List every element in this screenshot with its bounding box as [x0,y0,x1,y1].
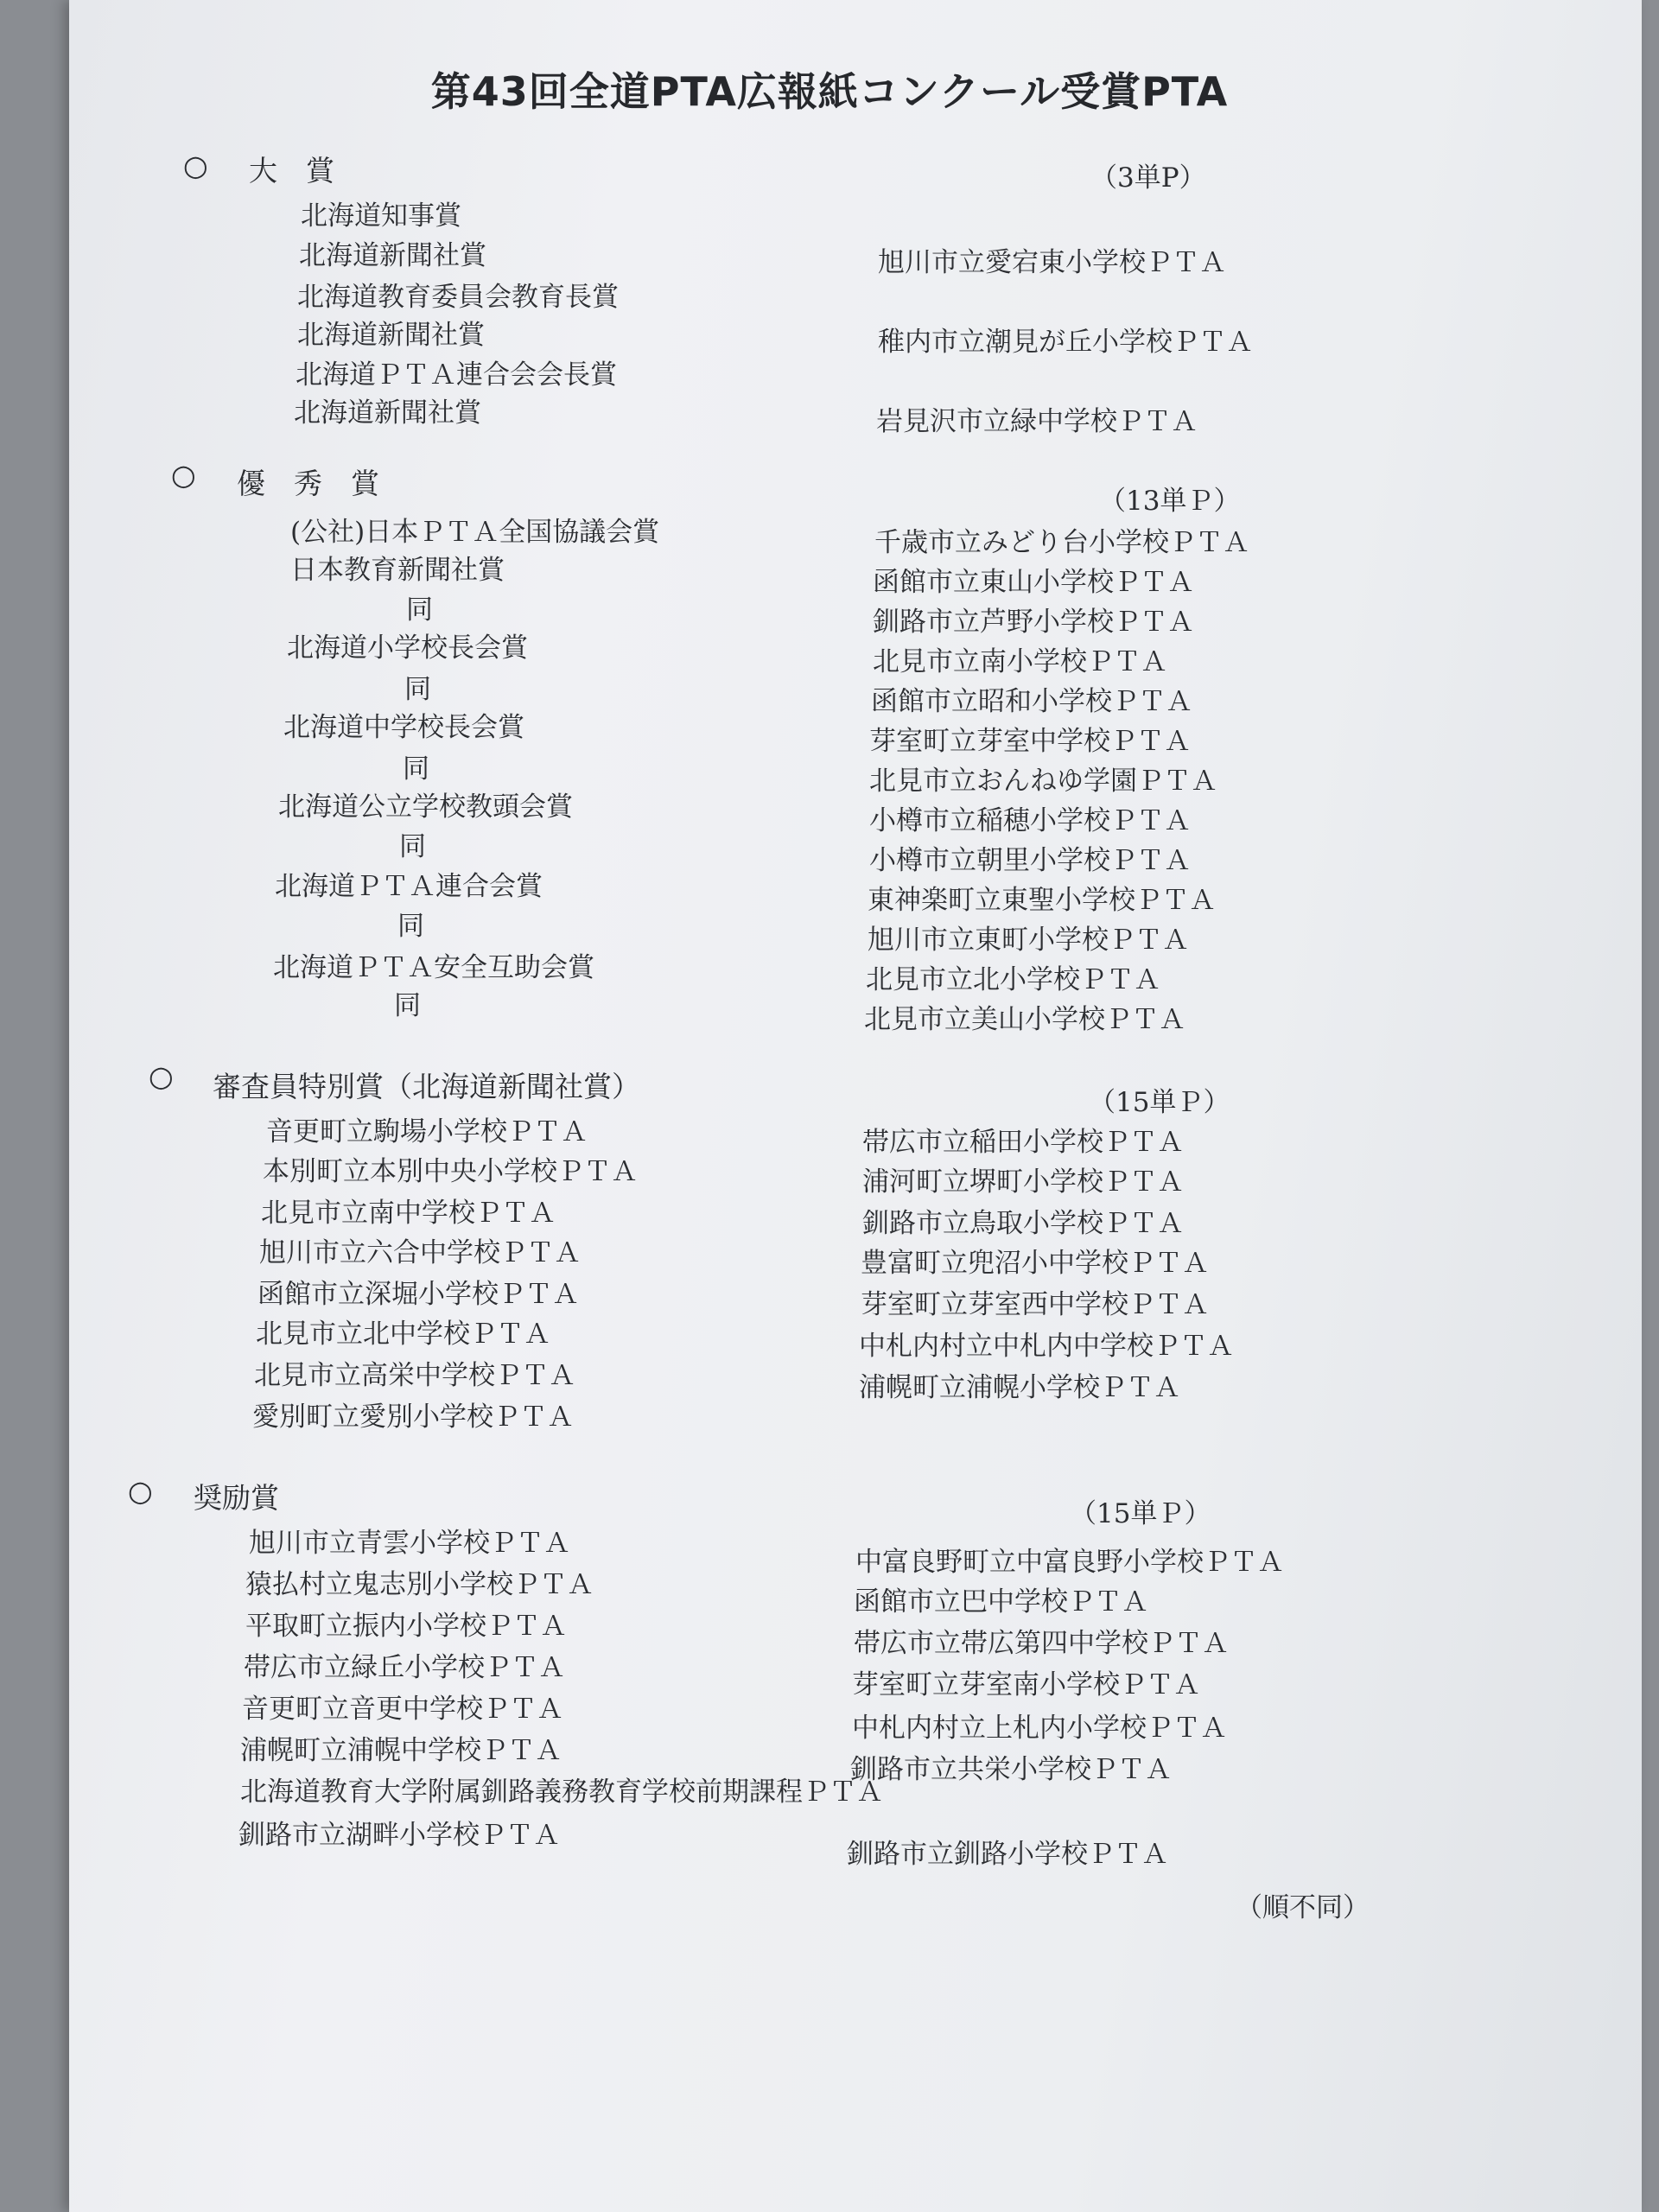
winner-school: 北見市立南小学校ＰＴＡ [873,646,1167,677]
winner-school: 函館市立巴中学校ＰＴＡ [854,1586,1148,1618]
winner-school: 釧路市立芦野小学校ＰＴＡ [873,607,1194,638]
winner-school: 北見市立北中学校ＰＴＡ [256,1319,550,1350]
section-bullet: ○ [128,1474,153,1508]
winner-school: 旭川市立愛宕東小学校ＰＴＡ [878,247,1226,278]
winner-school: 函館市立昭和小学校ＰＴＡ [871,686,1192,717]
winner-school: 音更町立音更中学校ＰＴＡ [242,1694,563,1725]
winner-school: 愛別町立愛別小学校ＰＴＡ [252,1402,574,1433]
winner-school: 稚内市立潮見が丘小学校ＰＴＡ [878,327,1253,358]
section-heading-taisho: 大 賞 [249,154,334,188]
winner-school: 旭川市立青雲小学校ＰＴＡ [249,1528,570,1559]
winner-school: 北見市立北小学校ＰＴＡ [866,964,1160,995]
winner-school: 釧路市立共栄小学校ＰＴＡ [850,1754,1172,1785]
winner-school: 芽室町立芽室西中学校ＰＴＡ [861,1289,1209,1320]
section-bullet: ○ [149,1059,174,1093]
winner-school: 浦幌町立浦幌中学校ＰＴＡ [240,1735,562,1766]
winner-school: 旭川市立六合中学校ＰＴＡ [259,1237,581,1268]
ditto-mark: 同 [394,990,421,1021]
section-bullet: ○ [183,149,208,182]
winner-school: 帯広市立帯広第四中学校ＰＴＡ [854,1628,1229,1659]
award-name: 北海道新聞社賞 [294,397,481,429]
winner-school: 東神楽町立東聖小学校ＰＴＡ [868,885,1216,916]
footnote-unordered: （順不同） [1236,1892,1370,1923]
award-name: 日本教育新聞社賞 [290,555,505,586]
section-bullet: ○ [171,458,196,492]
page-title: 第43回全道PTA広報紙コンクール受賞PTA [430,68,1229,115]
winner-school: 芽室町立芽室南小学校ＰＴＡ [852,1669,1200,1700]
winner-school: 小樽市立稲穂小学校ＰＴＡ [869,805,1191,836]
winner-school: 北見市立高栄中学校ＰＴＡ [254,1360,575,1391]
award-name: 北海道新聞社賞 [297,320,485,351]
winner-school: 豊富町立兜沼小中学校ＰＴＡ [861,1248,1209,1279]
award-name: 北海道ＰＴＡ安全互助会賞 [273,952,594,983]
winner-school: 釧路市立釧路小学校ＰＴＡ [847,1839,1168,1870]
award-name: (公社)日本ＰＴＡ全国協議会賞 [290,517,660,548]
winner-school: 函館市立深堀小学校ＰＴＡ [257,1279,579,1310]
winner-school: 中富良野町立中富良野小学校ＰＴＡ [855,1547,1284,1578]
unit-count-yushu: （13単Ｐ） [1099,486,1241,517]
winner-school: 千歳市立みどり台小学校ＰＴＡ [874,527,1249,558]
section-heading-shinsain: 審査員特別賞（北海道新聞社賞） [213,1070,640,1103]
winner-school: 猿払村立鬼志別小学校ＰＴＡ [245,1569,594,1600]
award-name: 北海道公立学校教頭会賞 [278,791,573,823]
winner-school: 浦河町立堺町小学校ＰＴＡ [862,1166,1184,1198]
winner-school: 釧路市立鳥取小学校ＰＴＡ [862,1208,1184,1239]
section-heading-shoreisho: 奨励賞 [194,1481,279,1515]
award-name: 北海道中学校長会賞 [283,712,524,743]
unit-count-taisho: （3単P） [1090,162,1206,194]
winner-school: 釧路市立湖畔小学校ＰＴＡ [238,1820,560,1851]
winner-school: 北見市立美山小学校ＰＴＡ [864,1004,1185,1035]
winner-school: 北海道教育大学附属釧路義務教育学校前期課程ＰＴＡ [240,1777,883,1808]
unit-count-shinsain: （15単Ｐ） [1089,1087,1230,1118]
award-name: 北海道知事賞 [301,200,461,232]
ditto-mark: 同 [397,911,424,942]
award-name: 北海道新聞社賞 [299,240,486,271]
ditto-mark: 同 [404,674,431,705]
ditto-mark: 同 [403,753,429,785]
winner-school: 帯広市立稲田小学校ＰＴＡ [862,1127,1184,1158]
winner-school: 旭川市立東町小学校ＰＴＡ [868,925,1189,956]
winner-school: 中札内村立上札内小学校ＰＴＡ [852,1713,1227,1744]
winner-school: 中札内村立中札内中学校ＰＴＡ [859,1331,1234,1362]
winner-school: 函館市立東山小学校ＰＴＡ [873,567,1194,598]
winner-school: 北見市立南中学校ＰＴＡ [261,1198,556,1229]
award-name: 北海道ＰＴＡ連合会賞 [275,871,543,902]
award-name: 北海道教育委員会教育長賞 [297,282,619,313]
winner-school: 本別町立本別中央小学校ＰＴＡ [263,1156,638,1187]
winner-school: 浦幌町立浦幌小学校ＰＴＡ [859,1372,1180,1403]
winner-school: 音更町立駒場小学校ＰＴＡ [266,1116,588,1147]
winner-school: 岩見沢市立緑中学校ＰＴＡ [876,406,1198,437]
winner-school: 帯広市立緑丘小学校ＰＴＡ [244,1652,565,1683]
ditto-mark: 同 [406,594,433,626]
winner-school: 北見市立おんねゆ学園ＰＴＡ [869,766,1217,797]
winner-school: 小樽市立朝里小学校ＰＴＡ [869,845,1191,876]
ditto-mark: 同 [399,831,426,862]
award-name: 北海道ＰＴＡ連合会会長賞 [296,359,617,391]
winner-school: 芽室町立芽室中学校ＰＴＡ [869,726,1191,757]
winner-school: 平取町立振内小学校ＰＴＡ [245,1611,567,1642]
award-name: 北海道小学校長会賞 [287,632,528,664]
section-heading-yushu: 優 秀 賞 [237,467,379,500]
unit-count-shoreisho: （15単Ｐ） [1070,1498,1211,1529]
